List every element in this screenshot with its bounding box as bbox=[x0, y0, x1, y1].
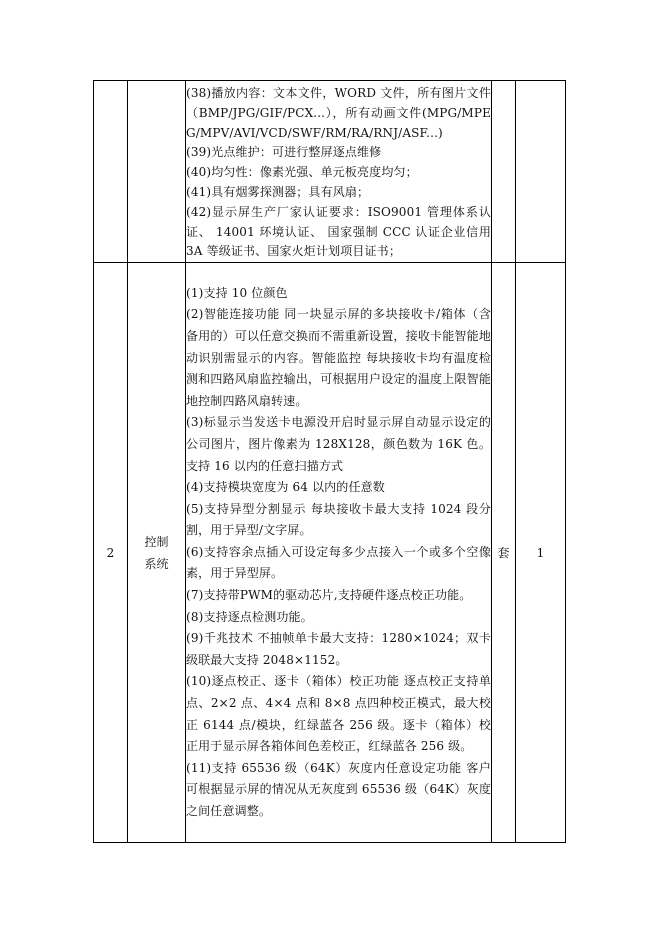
unit-cell bbox=[492, 263, 516, 843]
spec-item: (8)支持逐点检测功能。 bbox=[186, 609, 313, 624]
row-number-cell bbox=[94, 81, 128, 263]
table-row bbox=[94, 263, 566, 843]
spec-item: (9)千兆技术 不抽帧单卡最大支持：1280×1024；双卡级联最大支持 2048×1152。 bbox=[186, 631, 491, 667]
spec-item: (38)播放内容：文本文件，WORD 文件，所有图片文件（BMP/JPG/GIF/PCX...），所有动画文件(MPG/MPEG/MPV/AVI/VCD/SWF/RM/RA/RNJ/ASF...) bbox=[186, 86, 491, 140]
spec-item: (2)智能连接功能 同一块显示屏的多块接收卡/箱体（含备用的）可以任意交换而不需重新设置，接收卡能智能地动识别需显示的内容。智能监控 每块接收卡均有温度检测和四路风扇监控输出，可根据用户设定的温度上限智能地控制四路风扇转速。 bbox=[186, 307, 491, 408]
spec-description-cell bbox=[186, 263, 492, 843]
spec-item: (40)均匀性：像素光强、单元板亮度均匀； bbox=[186, 165, 418, 180]
spec-item: (4)支持模块宽度为 64 以内的任意数 bbox=[186, 480, 385, 495]
spec-item: (1)支持 10 位颜色 bbox=[186, 285, 288, 300]
table-row bbox=[94, 81, 566, 263]
spec-item: (41)具有烟雾探测器；具有风扇； bbox=[186, 184, 370, 199]
spec-item: (3)标显示当发送卡电源没开启时显示屏自动显示设定的公司图片，图片像素为 128X128，颜色数为 16K 色。 支持 16 以内的任意扫描方式 bbox=[186, 415, 491, 473]
spec-item: (7)支持带PWM的驱动芯片,支持硬件逐点校正功能。 bbox=[186, 588, 472, 603]
spec-item: (6)支持容余点插入可设定每多少点接入一个或多个空像素，用于异型屏。 bbox=[186, 544, 491, 581]
row-number-cell: 2 bbox=[94, 263, 128, 843]
spec-item: (11)支持 65536 级（64K）灰度内任意设定功能 客户可根据显示屏的情况从无灰度到 65536 级（64K）灰度之间任意调整。 bbox=[186, 760, 491, 818]
item-name-cell bbox=[128, 263, 186, 843]
spec-item: (39)光点维护：可进行整屏逐点维修 bbox=[186, 145, 382, 160]
spec-item: (5)支持异型分割显示 每块接收卡最大支持 1024 段分割，用于异型/文字屏。 bbox=[186, 501, 491, 538]
spec-item: (42)显示屏生产厂家认证要求：ISO9001 管理体系认证、 14001 环境认证、 国家强制 CCC 认证企业信用 3A 等级证书、国家火炬计划项目证书； bbox=[186, 204, 491, 259]
quantity-cell bbox=[516, 81, 566, 263]
unit-cell bbox=[492, 81, 516, 263]
quantity-cell: 1 bbox=[516, 263, 566, 843]
unit-text: 套 bbox=[497, 545, 510, 560]
item-name-cell bbox=[128, 81, 186, 263]
spec-description-cell bbox=[186, 81, 492, 263]
spec-item: (10)逐点校正、逐卡（箱体）校正功能 逐点校正支持单点、2×2 点、4×4 点和 8×8 点四种校正模式，最大校正 6144 点/模块，红绿蓝各 256 级。逐卡（箱体）校正用于显示屏各箱体间色差校正，红绿蓝各 256 级。 bbox=[186, 674, 491, 754]
item-name: 控制系统 bbox=[144, 534, 169, 571]
specification-table bbox=[93, 80, 566, 843]
